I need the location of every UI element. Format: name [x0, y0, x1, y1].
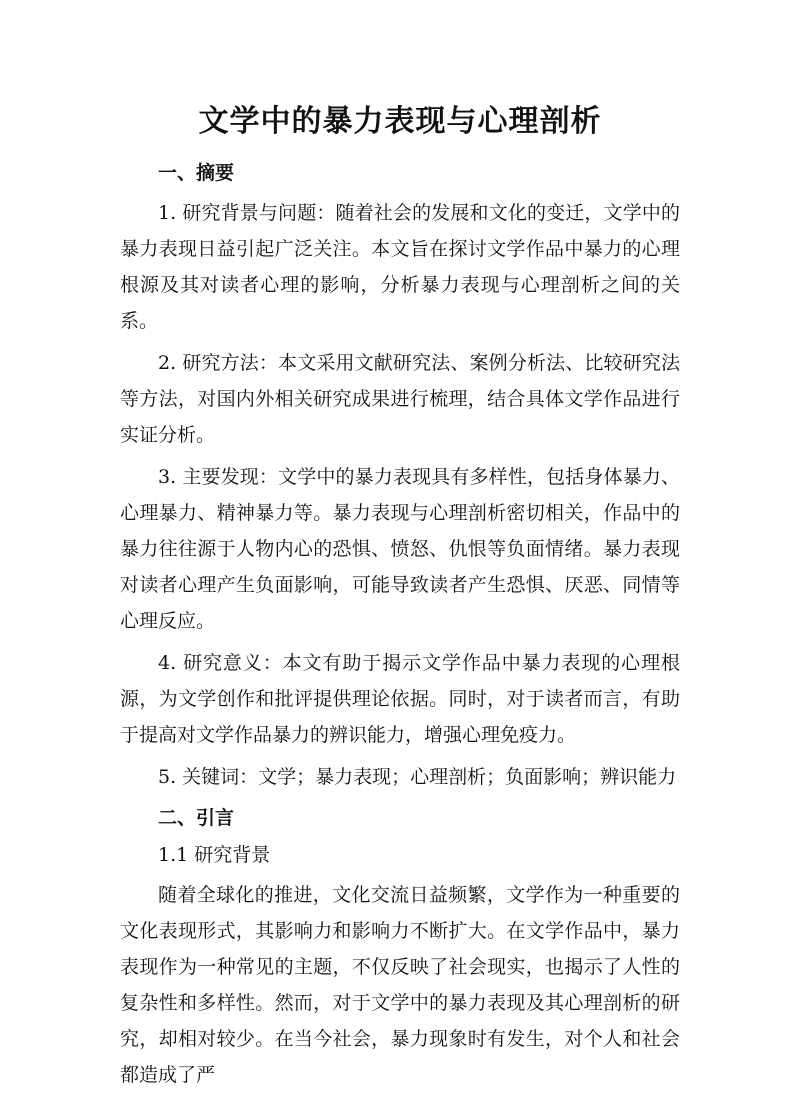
abstract-heading: 一、摘要 [158, 162, 235, 184]
intro-subheading: 1.1 研究背景 [158, 844, 271, 866]
document-title: 文学中的暴力表现与心理剖析 [198, 104, 602, 139]
abstract-item-findings: 3. 主要发现：文学中的暴力表现具有多样性，包括身体暴力、心理暴力、精神暴力等。暴力表现与心理剖析密切相关，作品中的暴力往往源于人物内心的恐惧、愤怒、仇恨等负面情绪。暴力表现对读者心理产生负面影响，可能导致读者产生恐惧、厌恶、同情等心理反应。 [120, 466, 680, 632]
intro-heading: 二、引言 [158, 807, 235, 829]
abstract-keywords: 5. 关键词：文学；暴力表现；心理剖析；负面影响；辨识能力 [158, 766, 677, 788]
abstract-item-significance: 4. 研究意义：本文有助于揭示文学作品中暴力表现的心理根源，为文学创作和批评提供理论依据。同时，对于读者而言，有助于提高对文学作品暴力的辨识能力，增强心理免疫力。 [120, 652, 680, 746]
intro-paragraph: 随着全球化的推进，文化交流日益频繁，文学作为一种重要的文化表现形式，其影响力和影响力不断扩大。在文学作品中，暴力表现作为一种常见的主题，不仅反映了社会现实，也揭示了人性的复杂性和多样性。然而，对于文学中的暴力表现及其心理剖析的研究，却相对较少。在当今社会，暴力现象时有发生，对个人和社会都造成了严 [120, 884, 680, 1086]
abstract-item-background: 1. 研究背景与问题：随着社会的发展和文化的变迁，文学中的暴力表现日益引起广泛关注。本文旨在探讨文学作品中暴力的心理根源及其对读者心理的影响，分析暴力表现与心理剖析之间的关系。 [120, 202, 680, 332]
abstract-item-methods: 2. 研究方法：本文采用文献研究法、案例分析法、比较研究法等方法，对国内外相关研究成果进行梳理，结合具体文学作品进行实证分析。 [120, 352, 680, 446]
